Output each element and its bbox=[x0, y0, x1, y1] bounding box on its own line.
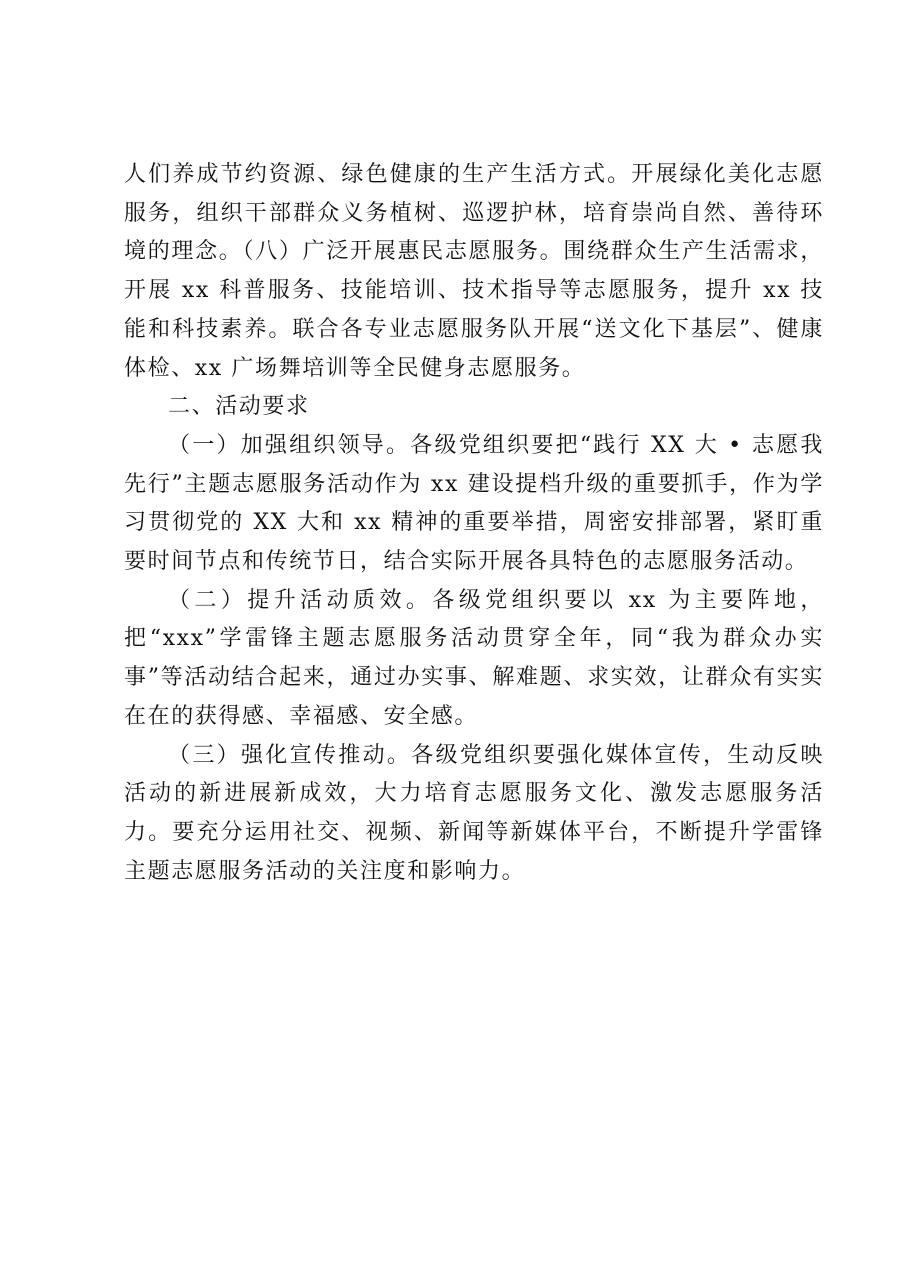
paragraph-improve-effectiveness: （二）提升活动质效。各级党组织要以 xx 为主要阵地，把“xxx”学雷锋主题志愿服务活动贯穿全年，同“我为群众办实事”等活动结合起来，通过办实事、解难题、求实效，让群众有实实在在的获得感、幸福感、安全感。 bbox=[124, 587, 824, 729]
section-heading-activity-requirements: 二、活动要求 bbox=[168, 394, 310, 420]
paragraph-strengthen-publicity: （三）强化宣传推动。各级党组织要强化媒体宣传，生动反映活动的新进展新成效，大力培育志愿服务文化、激发志愿服务活力。要充分运用社交、视频、新闻等新媒体平台，不断提升学雷锋主题志愿服务活动的关注度和影响力。 bbox=[124, 742, 824, 884]
paragraph-strengthen-leadership: （一）加强组织领导。各级党组织要把“践行 XX 大 • 志愿我先行”主题志愿服务活动作为 xx 建设提档升级的重要抓手，作为学习贯彻党的 XX 大和 xx 精神的重要举措，周密安排部署，紧盯重要时间节点和传统节日，结合实际开展各具特色的志愿服务活动。 bbox=[124, 432, 824, 575]
document-body bbox=[124, 156, 824, 891]
paragraph-intro: 人们养成节约资源、绿色健康的生产生活方式。开展绿化美化志愿服务，组织干部群众义务植树、巡逻护林，培育崇尚自然、善待环境的理念。（八）广泛开展惠民志愿服务。围绕群众生产生活需求，开展 xx 科普服务、技能培训、技术指导等志愿服务，提升 xx 技能和科技素养。联合各专业志愿服务队开展“送文化下基层”、健康体检、xx 广场舞培训等全民健身志愿服务。 bbox=[124, 162, 824, 381]
